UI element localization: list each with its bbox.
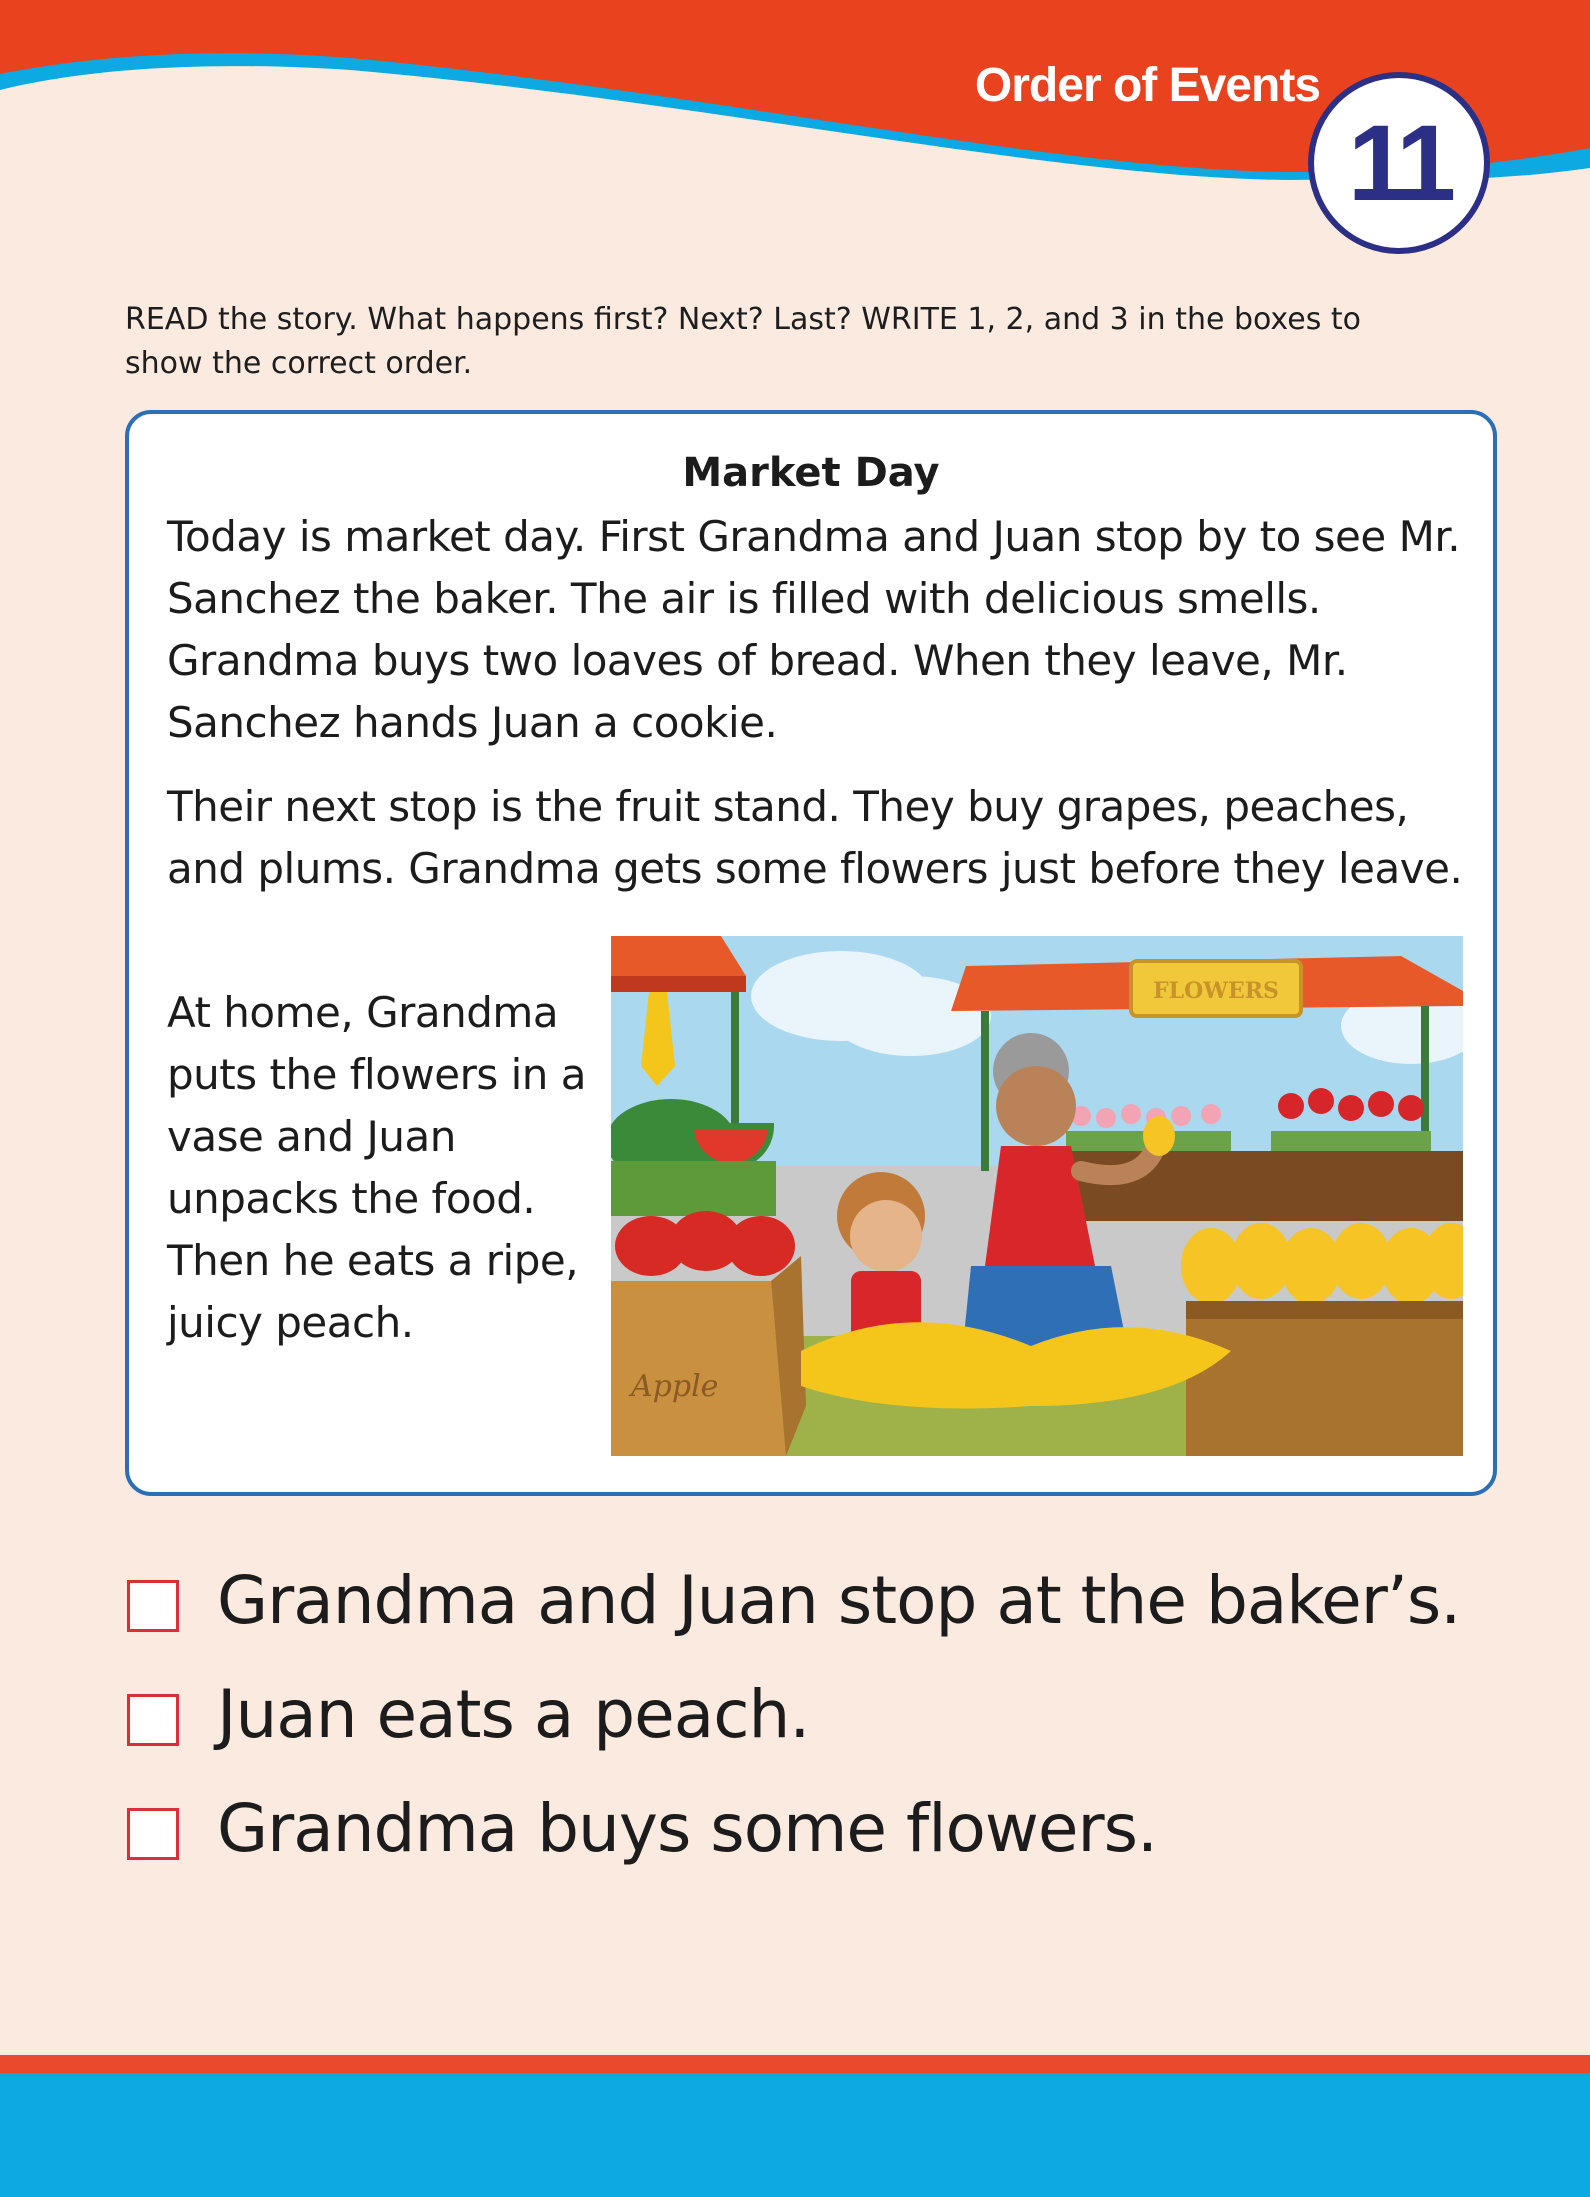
story-paragraph-2: Their next stop is the fruit stand. They buy grapes, peaches, and plums. Grandma gets some flowers just before they leave. [167,782,1463,893]
crate-label: Apple [631,1369,719,1404]
story-paragraph-1: Today is market day. First Grandma and Juan stop by to see Mr. Sanchez the baker. The air is filled with delicious smells. Grandma buys two loaves of bread. When they leave, Mr. Sanchez hands Juan a cookie. [167,512,1461,747]
task-text: Juan eats a peach. [217,1676,810,1753]
answer-box[interactable] [127,1580,179,1632]
task-text: Grandma and Juan stop at the baker’s. [217,1562,1461,1639]
task-row [125,1556,1565,1646]
footer-stripe [0,2055,1590,2073]
instructions: READ the story. What happens first? Next? Last? WRITE 1, 2, and 3 in the boxes to show the correct order. [125,302,1362,381]
task-text: Grandma buys some flowers. [217,1790,1157,1867]
page-number-badge [1308,72,1490,254]
task-row [125,1670,1565,1760]
page-number: 11 [1347,102,1451,223]
answer-box[interactable] [127,1808,179,1860]
flowers-sign: FLOWERS [1153,978,1279,1004]
section-title: Order of Events [974,59,1320,112]
story-box [125,410,1497,1496]
task-row [125,1784,1565,1874]
story-title: Market Day [682,450,940,496]
story-paragraph-3: At home, Grandma puts the flowers in a vase and Juan unpacks the food. Then he eats a ripe, juicy peach. [167,988,586,1347]
footer-band [0,2073,1590,2197]
market-illustration [611,936,1463,1456]
answer-box[interactable] [127,1694,179,1746]
